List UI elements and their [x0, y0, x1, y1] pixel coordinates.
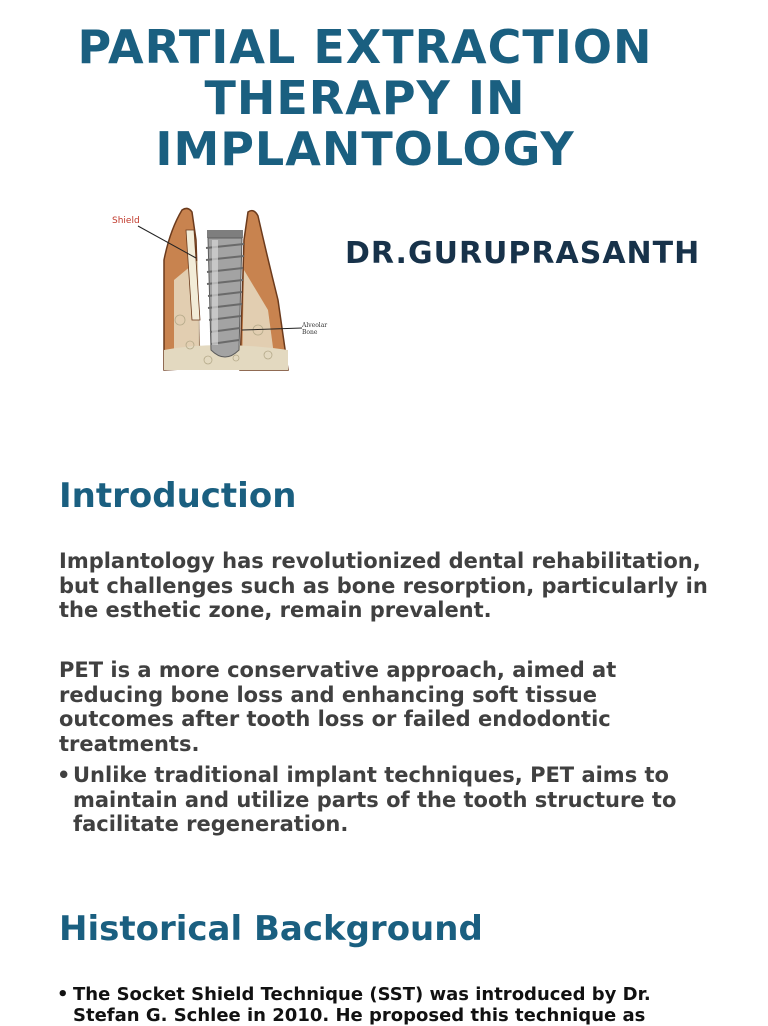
history-bullet	[57, 984, 717, 1026]
history-bullet-text: The Socket Shield Technique (SST) was introduced by Dr. Stefan G. Schlee in 2010. He proposed this technique as	[73, 984, 651, 1026]
historical-background-heading: Historical Background	[59, 909, 483, 949]
intro-paragraph-1: Implantology has revolutionized dental rehabilitation, but challenges such as bone resorption, particularly in the esthetic zone, remain prevalent.	[59, 549, 708, 622]
intro-bullet	[57, 763, 717, 837]
slide-title	[30, 22, 700, 175]
alveolar-bone-label-2: Bone	[302, 329, 318, 336]
alveolar-bone-label-1: Alveolar	[302, 322, 328, 329]
title-line-1: PARTIAL EXTRACTION	[77, 20, 653, 74]
introduction-heading: Introduction	[59, 476, 297, 516]
intro-bullet-text: Unlike traditional implant techniques, PET aims to maintain and utilize parts of the tooth structure to facilitate regeneration.	[73, 763, 677, 836]
title-line-3: IMPLANTOLOGY	[155, 122, 575, 176]
socket-shield-illustration	[108, 200, 328, 390]
author-name: DR.GURUPRASANTH	[345, 236, 701, 271]
title-line-2: THERAPY IN	[204, 71, 526, 125]
intro-paragraph-2: PET is a more conservative approach, aimed at reducing bone loss and enhancing soft tissue outcomes after tooth loss or failed endodontic treatments.	[59, 658, 617, 756]
shield-label: Shield	[112, 216, 140, 226]
bullet-symbol: •	[57, 763, 71, 787]
bullet-symbol: •	[57, 984, 69, 1005]
